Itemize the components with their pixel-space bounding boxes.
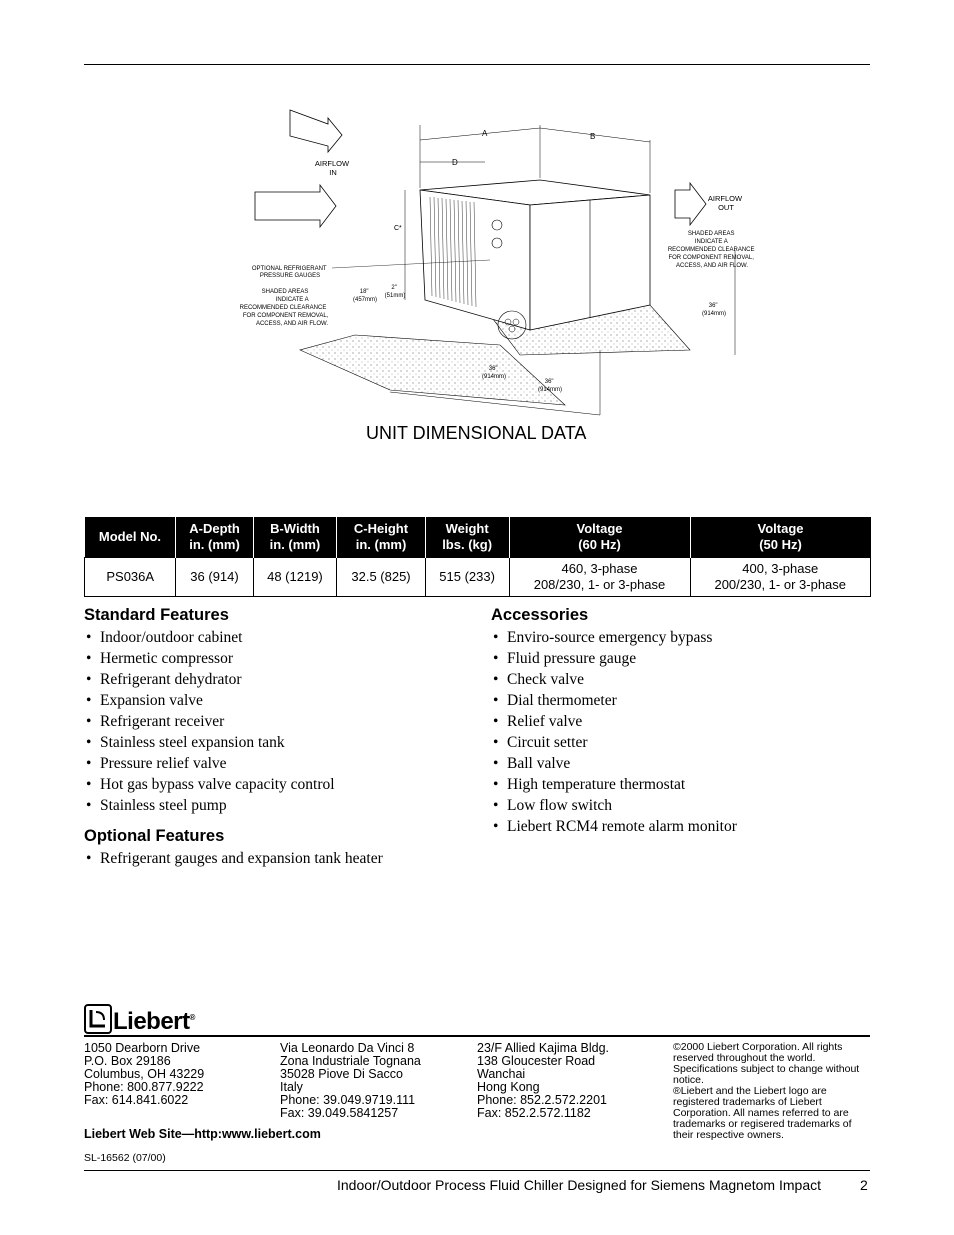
svg-text:OPTIONAL REFRIGERANT PRESS: OPTIONAL REFRIGERANT PRESSURE GAUGES [251, 266, 327, 279]
airflow-out-label: AIRFLOW [707, 194, 743, 203]
dim-36-right-label: 36" [708, 303, 718, 309]
copyright-notice: ©2000 Liebert Corporation. All rights reserved throughout the world. Specifications subject to change without notice. ®Liebert and the Liebert logo are registered trademarks of Liebert Corporation. All names referred to are trademarks or regisered trademarks of their respective owners. [673, 1041, 860, 1141]
table-cell: 460, 3-phase 208/230, 1- or 3-phase [509, 558, 690, 597]
bullet-icon: • [86, 671, 92, 688]
airflow-in-arrow-top [290, 110, 342, 152]
table-cell: 48 (1219) [253, 558, 337, 597]
list-item: • Hermetic compressor [86, 650, 233, 667]
list-item: • Circuit setter [493, 734, 588, 751]
table-header-cell: Voltage (50 Hz) [690, 517, 871, 558]
table-header-cell: Weight lbs. (kg) [425, 517, 509, 558]
table-header-cell: B-Width in. (mm) [253, 517, 337, 558]
list-item: • Indoor/outdoor cabinet [86, 629, 243, 646]
svg-text:18" (457mm): 18" (457mm) [352, 289, 378, 303]
svg-text:AIRFLOW IN: AIRFLOW IN [314, 159, 350, 177]
table-cell: PS036A [85, 558, 176, 597]
bullet-icon: • [493, 713, 499, 730]
table-header-row [85, 517, 871, 558]
svg-text:2" (51mm): 2" (51mm) [384, 285, 406, 299]
dim-18-label: 18" [359, 289, 369, 295]
svg-text:36" (914mm): 36" (914mm) [537, 379, 563, 393]
unit-dimension-diagram [220, 100, 780, 430]
bullet-icon: • [86, 650, 92, 667]
footer-top-rule [84, 1035, 870, 1037]
table-header-cell: A-Depth in. (mm) [176, 517, 253, 558]
bullet-icon: • [86, 776, 92, 793]
table-header-cell: Voltage (60 Hz) [509, 517, 690, 558]
list-item: • Pressure relief valve [86, 755, 227, 772]
accessories-list [491, 627, 737, 837]
document-number: SL-16562 (07/00) [84, 1152, 166, 1164]
list-item: • Enviro-source emergency bypass [493, 629, 713, 646]
list-item: • Refrigerant dehydrator [86, 671, 242, 688]
bullet-icon: • [493, 629, 499, 646]
list-item: • Fluid pressure gauge [493, 650, 637, 667]
list-item: • Check valve [493, 671, 585, 688]
table-cell: 36 (914) [176, 558, 253, 597]
list-item: • Hot gas bypass valve capacity control [86, 776, 335, 793]
airflow-in-arrow-bottom [255, 185, 336, 227]
table-cell: 32.5 (825) [337, 558, 425, 597]
list-item: • Liebert RCM4 remote alarm monitor [493, 818, 737, 835]
dim-label-a: A [482, 129, 488, 138]
optional-features-list [84, 848, 383, 869]
svg-text:36" (914mm): 36" (914mm) [701, 303, 727, 317]
bullet-icon: • [493, 776, 499, 793]
svg-text:AIRFLOW OUT: AIRFLOW OUT [707, 194, 743, 212]
bullet-icon: • [86, 629, 92, 646]
list-item: • Low flow switch [493, 797, 613, 814]
top-rule [84, 64, 870, 65]
list-item: • High temperature thermostat [493, 776, 686, 793]
address-columbus: 1050 Dearborn Drive P.O. Box 29186 Columbus, OH 43229 Phone: 800.877.9222 Fax: 614.841.6022 [84, 1041, 205, 1107]
bullet-icon: • [493, 734, 499, 751]
footer-title: Indoor/Outdoor Process Fluid Chiller Designed for Siemens Magnetom Impact [337, 1177, 821, 1193]
shaded-left-label: SHADED AREAS [261, 289, 309, 295]
table-header-cell: Model No. [85, 517, 176, 558]
liebert-logo-text: Liebert® [113, 1008, 195, 1035]
table-cell: 400, 3-phase 200/230, 1- or 3-phase [690, 558, 871, 597]
bullet-icon: • [493, 818, 499, 835]
bullet-icon: • [493, 671, 499, 688]
optional-gauges-label: OPTIONAL REFRIGERANT [251, 266, 327, 272]
airflow-in-label: AIRFLOW [314, 159, 350, 168]
table-cell: 515 (233) [425, 558, 509, 597]
standard-features-heading: Standard Features [84, 606, 229, 624]
list-item: • Refrigerant gauges and expansion tank heater [86, 850, 383, 867]
footer-rule [84, 1170, 870, 1171]
dim-label-d: D [452, 158, 458, 167]
bullet-icon: • [493, 650, 499, 667]
bullet-icon: • [86, 713, 92, 730]
liebert-logo-icon [84, 1004, 112, 1034]
list-item: • Dial thermometer [493, 692, 617, 709]
bullet-icon: • [493, 692, 499, 709]
list-item: • Refrigerant receiver [86, 713, 225, 730]
diagram-caption: UNIT DIMENSIONAL DATA [366, 423, 587, 443]
bullet-icon: • [493, 755, 499, 772]
list-item: • Relief valve [493, 713, 583, 730]
bullet-icon: • [493, 797, 499, 814]
list-item: • Stainless steel pump [86, 797, 227, 814]
svg-text:SHADED AREAS INDICATE A: SHADED AREAS INDICATE A RECOMMENDED CLEARANCE FOR COMPONENT REMOVAL, ACCESS, AND AIR FLOW. [667, 231, 755, 269]
shaded-right-label: SHADED AREAS [687, 231, 735, 237]
airflow-out-arrow [675, 183, 706, 225]
table-header-cell: C-Height in. (mm) [337, 517, 425, 558]
bullet-icon: • [86, 797, 92, 814]
dim-2-label: 2" [391, 285, 397, 291]
unit-spec-table [84, 517, 871, 597]
bullet-icon: • [86, 692, 92, 709]
accessories-heading: Accessories [491, 606, 589, 624]
address-hong-kong: 23/F Allied Kajima Bldg. 138 Gloucester Road Wanchai Hong Kong Phone: 852.2.572.2201 Fax: 852.2.572.1182 [477, 1041, 610, 1120]
optional-features-heading: Optional Features [84, 827, 225, 845]
list-item: • Ball valve [493, 755, 571, 772]
dim-36-side-label: 36" [544, 379, 554, 385]
bullet-icon: • [86, 755, 92, 772]
list-item: • Expansion valve [86, 692, 203, 709]
bullet-icon: • [86, 850, 92, 867]
dim-label-b: B [590, 132, 596, 141]
address-italy: Via Leonardo Da Vinci 8 Zona Industriale Tognana 35028 Piove Di Sacco Italy Phone: 39.049.9719.111 Fax: 39.049.5841257 [280, 1041, 421, 1120]
table-row [85, 558, 871, 597]
list-item: • Stainless steel expansion tank [86, 734, 285, 751]
page-number: 2 [860, 1177, 868, 1193]
website-link[interactable]: Liebert Web Site—http:www.liebert.com [84, 1127, 321, 1141]
standard-features-list [84, 627, 335, 816]
dim-36-front-label: 36" [488, 366, 498, 372]
svg-text:SHADED AREAS INDICATE A: SHADED AREAS INDICATE A RECOMMENDED CLEARANCE FOR COMPONENT REMOVAL, ACCESS, AND AIR FLOW. [239, 289, 329, 327]
svg-text:36" (914mm): 36" (914mm) [481, 366, 507, 380]
dim-label-c: C* [394, 225, 402, 232]
bullet-icon: • [86, 734, 92, 751]
